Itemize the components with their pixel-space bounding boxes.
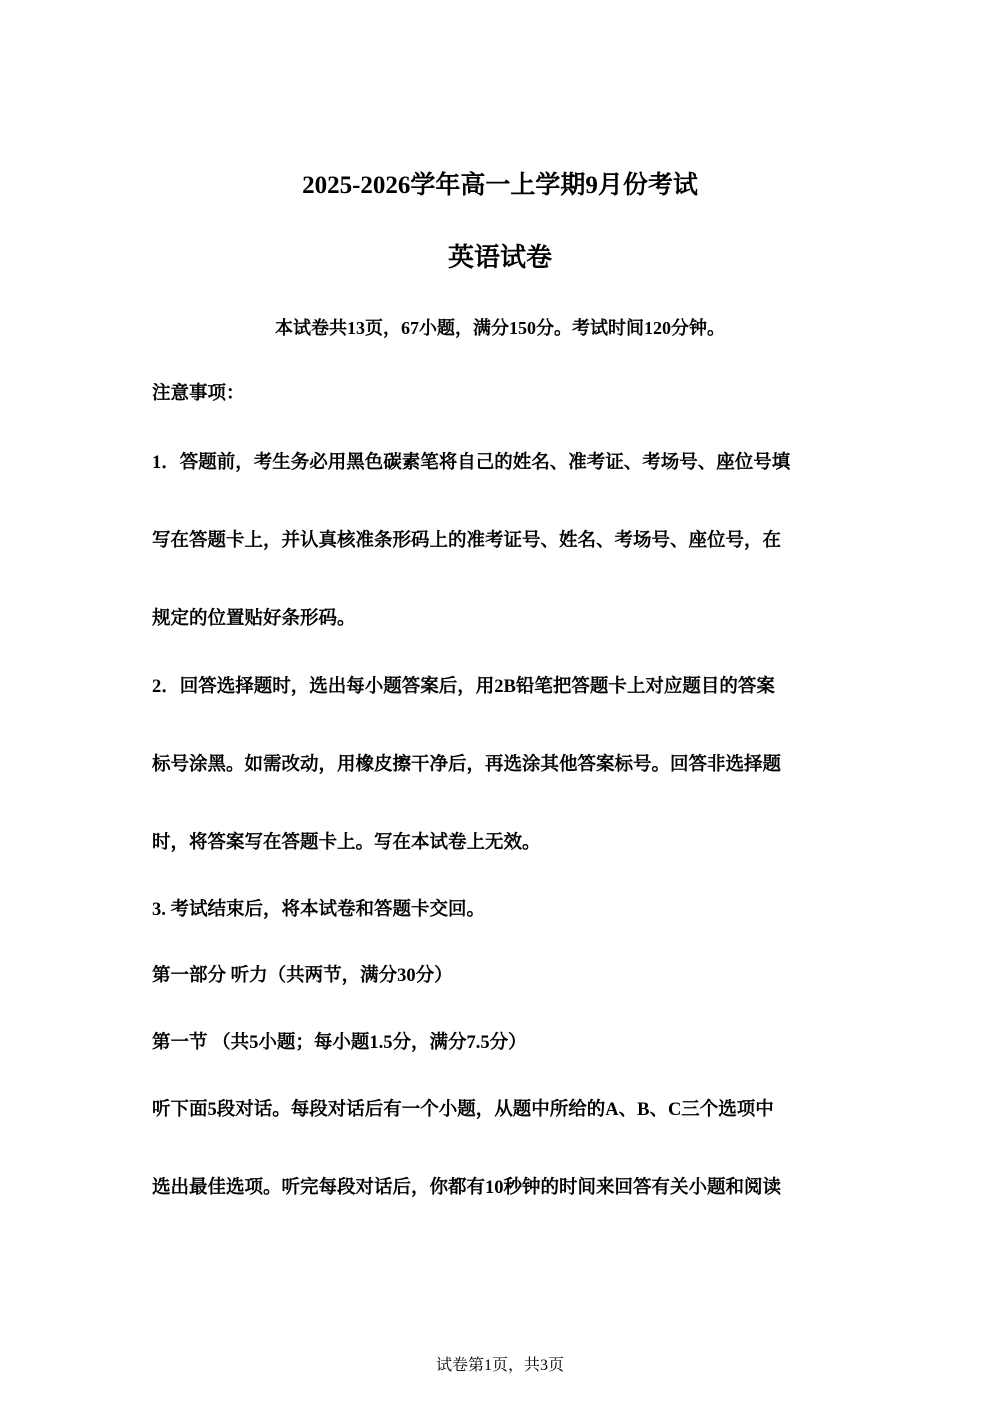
- section-heading: 第一部分 听力（共两节，满分30分）: [152, 966, 453, 986]
- page-footer: 试卷第1页，共3页: [435, 1357, 564, 1374]
- exam-subtitle: 英语试卷: [447, 243, 552, 272]
- notice-line: 标号涂黑。如需改动，用橡皮擦干净后，再选涂其他答案标号。回答非选择题: [152, 755, 782, 775]
- exam-title: 2025-2026学年高一上学期9月份考试: [302, 172, 698, 199]
- notice-heading: 注意事项：: [152, 384, 245, 404]
- notice-line: 3. 考试结束后，将本试卷和答题卡交回。: [152, 900, 486, 920]
- instruction-line: 听下面5段对话。每段对话后有一个小题，从题中所给的A、B、C三个选项中: [152, 1100, 774, 1120]
- notice-line: 2．回答选择题时，选出每小题答案后，用2B铅笔把答题卡上对应题目的答案: [152, 677, 775, 697]
- notice-line: 规定的位置贴好条形码。: [152, 609, 356, 629]
- subsection-heading: 第一节 （共5小题；每小题1.5分，满分7.5分）: [152, 1033, 527, 1053]
- notice-line: 时，将答案写在答题卡上。写在本试卷上无效。: [152, 833, 541, 853]
- exam-info: 本试卷共13页，67小题，满分150分。考试时间120分钟。: [275, 318, 725, 338]
- instruction-line: 选出最佳选项。听完每段对话后，你都有10秒钟的时间来回答有关小题和阅读: [152, 1178, 782, 1198]
- notice-line: 写在答题卡上，并认真核准条形码上的准考证号、姓名、考场号、座位号，在: [152, 531, 782, 551]
- notice-line: 1．答题前，考生务必用黑色碳素笔将自己的姓名、准考证、考场号、座位号填: [152, 453, 791, 473]
